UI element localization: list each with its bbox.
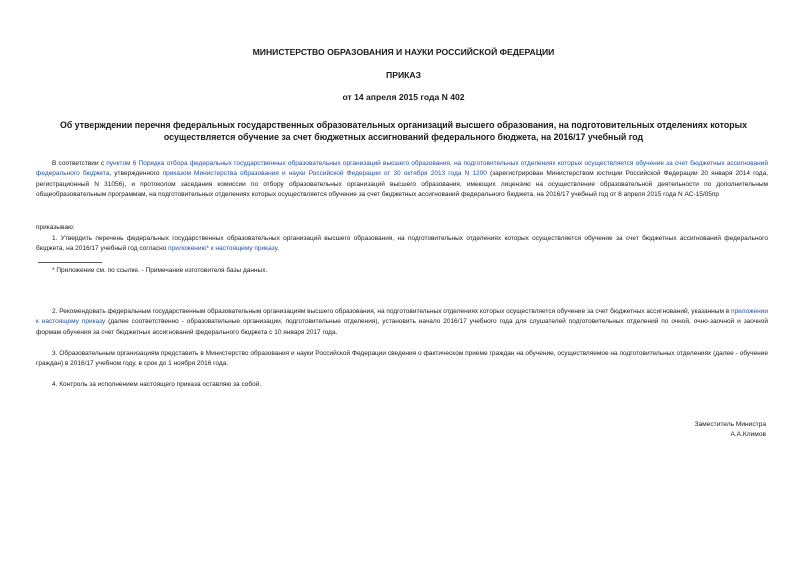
order-1200-link[interactable]: приказом Министерства образования и науки Российской Федерации от 30 октября 2013 года N 1200 <box>162 170 487 178</box>
item-4-paragraph: 4. Контроль за исполнением настоящего приказа оставляю за собой. <box>52 381 262 388</box>
item-2-paragraph <box>36 307 768 338</box>
document-date-number: от 14 апреля 2015 года N 402 <box>342 92 465 102</box>
item-1-text-1: 1. Утвердить перечень федеральных государственных образовательных организаций высшего образования, на подготовительных отделениях которых осуществляется обучение за счет бюджетных ассигнований федерального бюджета, на 2016/17 учебный год согласно <box>36 235 768 253</box>
signatory-name: А.А.Климов <box>730 431 766 438</box>
item-2-text-1: 2. Рекомендовать федеральным государственным образовательным организациям высшего образования, на подготовительных отделениях которых осуществляется обучение за счет бюджетных ассигнований, указанным в <box>52 308 731 315</box>
ministry-heading: МИНИСТЕРСТВО ОБРАЗОВАНИЯ И НАУКИ РОССИЙСКОЙ ФЕДЕРАЦИИ <box>252 47 555 57</box>
preamble-text-3: (зарегистрирован Министерством юстиции Российской Федерации 20 января 2014 года, регистрационный N 31056), и протоколом заседания комиссии по отбору образовательных организаций высшего образования, имеющих лицензию на осуществление образовательной деятельности по дополнительным общеобразовательным программам, на подготовительных отделениях которых осуществляется обучение за счет бюджетных ассигнований федерального бюджета, на 2016/17 учебный год от 8 апреля 2015 года N АС-15/05пр <box>36 170 768 199</box>
signatory-position: Заместитель Министра <box>694 421 766 428</box>
preamble-text-2: , утвержденного <box>109 170 163 178</box>
item-1-paragraph <box>36 234 768 255</box>
footnote-divider <box>38 262 102 263</box>
order-word: приказываю: <box>36 224 75 231</box>
item-2-text-2: (далее соответственно - образовательные организации, подготовительные отделения), установить начало 2016/17 учебного года для слушателей подготовительных отделений по очной, очно-заочной и заочной формам обучения за счет бюджетных ассигнований федерального бюджета с 10 января 2017 года. <box>36 318 768 336</box>
document-type: ПРИКАЗ <box>386 70 421 80</box>
procedure-link[interactable]: пунктом 6 Порядка отбора федеральных государственных образовательных организаций высшего образования, на подготовительных отделениях которых осуществляется обучение за счет бюджетных ассигнований федерального бюджета <box>36 160 769 178</box>
footnote: * Приложение см. по ссылке. - Примечание изготовителя базы данных. <box>52 267 268 274</box>
appendix-link[interactable]: приложению* к настоящему приказу <box>168 245 278 253</box>
item-3-paragraph: 3. Образовательным организациям представить в Министерство образования и науки Российской Федерации сведения о фактическом приеме граждан на обучение, осуществляемое на подготовительных отделениях (далее - обучение граждан) в 2016/17 учебном году, в срок до 1 ноября 2016 года. <box>36 350 768 368</box>
preamble-paragraph <box>36 159 768 201</box>
item-1-text-2: . <box>277 245 279 253</box>
appendix-link-2[interactable]: приложении к настоящему приказу <box>36 308 768 326</box>
document-title: Об утверждении перечня федеральных государственных образовательных организаций высшего образования, на подготовительных отделениях которых осуществляется обучение за счет бюджетных ассигнований федерального бюджета, на 2016/17 учебный год <box>59 120 747 142</box>
preamble-text-1: В соответствии с <box>52 160 107 167</box>
signature-block <box>694 420 766 440</box>
